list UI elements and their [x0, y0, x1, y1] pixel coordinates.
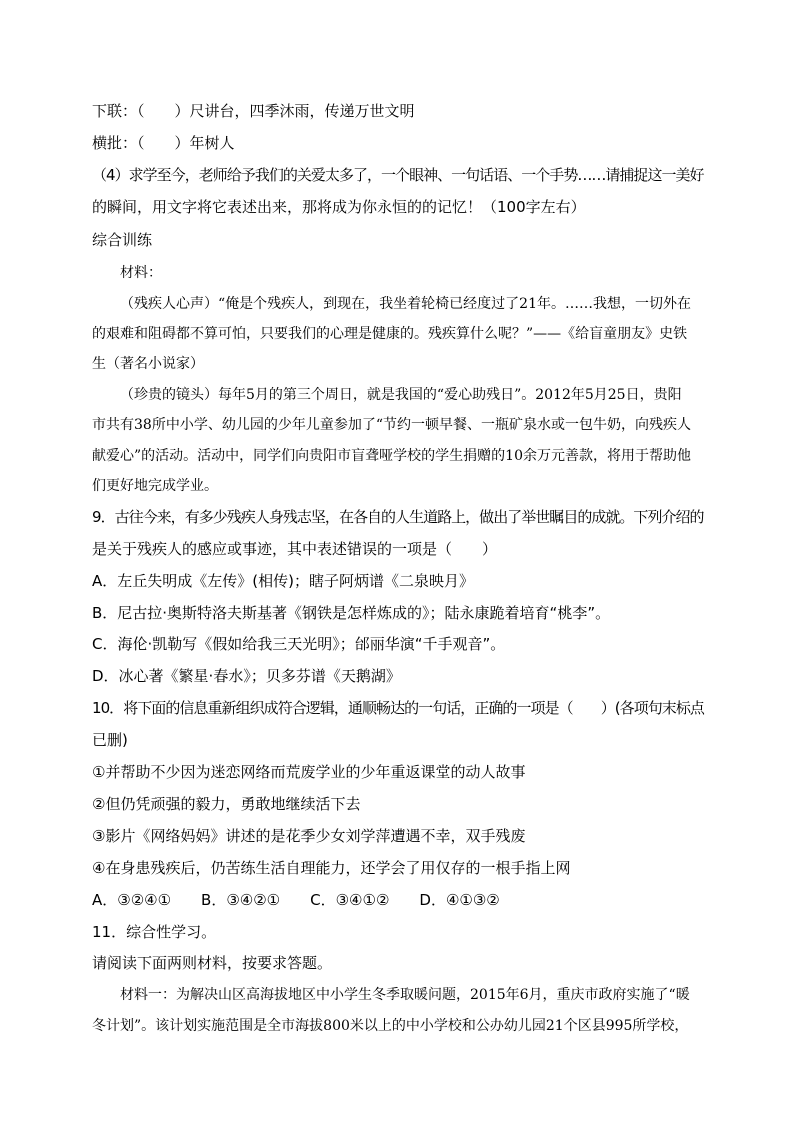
- material-one-line-2: 冬计划”。该计划实施范围是全市海拔800米以上的中小学校和公办幼儿园21个区县995所学校，: [92, 1018, 689, 1034]
- sentence-4: ④在身患残疾后，仍苦练生活自理能力，还学会了用仅存的一根手指上网: [92, 859, 571, 877]
- couplet-horizontal-scroll: 横批：（ ）年树人: [92, 134, 235, 152]
- material-1-line-1: （残疾人心声）“俺是个残疾人，到现在，我坐着轮椅已经度过了21年。……我想，一切外在: [120, 296, 691, 312]
- material-one-line-1: 材料一：为解决山区高海拔地区中小学生冬季取暖问题，2015年6月，重庆市政府实施了“暖: [120, 987, 690, 1003]
- material-2-line-1: （珍贵的镜头）每年5月的第三个周日，就是我国的“爱心助残日”。2012年5月25日，贵阳: [120, 387, 682, 403]
- question-4-line-1: （4）求学至今，老师给予我们的关爱太多了，一个眼神、一句话语、一个手势……请捕捉这一美好: [92, 166, 704, 184]
- material-2-line-3: 献爱心”的活动。活动中，同学们向贵阳市盲聋哑学校的学生捐赠的10余万元善款，将用于帮助他: [92, 448, 691, 464]
- question-9-option-a: A．左丘失明成《左传》(相传)；瞎子阿炳谱《二泉映月》: [92, 572, 474, 590]
- sentence-3: ③影片《网络妈妈》讲述的是花季少女刘学萍遭遇不幸，双手残废: [92, 827, 526, 845]
- question-11-instruction: 请阅读下面两则材料，按要求答题。: [92, 954, 333, 972]
- section-heading: 综合训练: [92, 231, 153, 249]
- material-2-line-4: 们更好地完成学业。: [92, 478, 218, 494]
- question-9-line-1: 9．古往今来，有多少残疾人身残志坚，在各自的人生道路上，做出了举世瞩目的成就。下列介绍的: [92, 508, 704, 526]
- question-10-options: A．③②④① B．③④②① C．③④①② D．④①③②: [92, 891, 500, 909]
- question-9-option-c: C．海伦·凯勒写《假如给我三天光明》；邰丽华演“千手观音”。: [92, 635, 506, 653]
- question-11-title: 11．综合性学习。: [92, 923, 217, 941]
- question-10-line-2: 已删): [92, 731, 128, 749]
- sentence-2: ②但仍凭顽强的毅力，勇敢地继续活下去: [92, 795, 361, 813]
- material-1-line-2: 的艰难和阻碍都不算可怕，只要我们的心理是健康的。残疾算什么呢？”——《给盲童朋友》史铁: [92, 326, 688, 342]
- question-9-option-b: B．尼古拉·奥斯特洛夫斯基著《钢铁是怎样炼成的》；陆永康跪着培育“桃李”。: [92, 604, 611, 622]
- sentence-1: ①并帮助不少因为迷恋网络而荒废学业的少年重返课堂的动人故事: [92, 763, 526, 781]
- material-label: 材料：: [120, 265, 162, 281]
- couplet-second-line: 下联：（ ）尺讲台，四季沐雨，传递万世文明: [92, 102, 415, 120]
- question-9-option-d: D．冰心著《繁星·春水》；贝多芬谱《天鹅湖》: [92, 667, 401, 685]
- question-10-line-1: 10．将下面的信息重新组织成符合逻辑，通顺畅达的一句话，正确的一项是（ ）(各项句末标点: [92, 699, 704, 717]
- question-9-line-2: 是关于残疾人的感应或事迹，其中表述错误的一项是（ ）: [92, 540, 498, 558]
- material-1-line-3: 生（著名小说家）: [92, 356, 204, 372]
- question-4-line-2: 的瞬间，用文字将它表述出来，那将成为你永恒的的记忆！（100字左右）: [92, 198, 586, 216]
- material-2-line-2: 市共有38所中小学、幼儿园的少年儿童参加了“节约一顿早餐、一瓶矿泉水或一包牛奶，向残疾人: [92, 417, 691, 433]
